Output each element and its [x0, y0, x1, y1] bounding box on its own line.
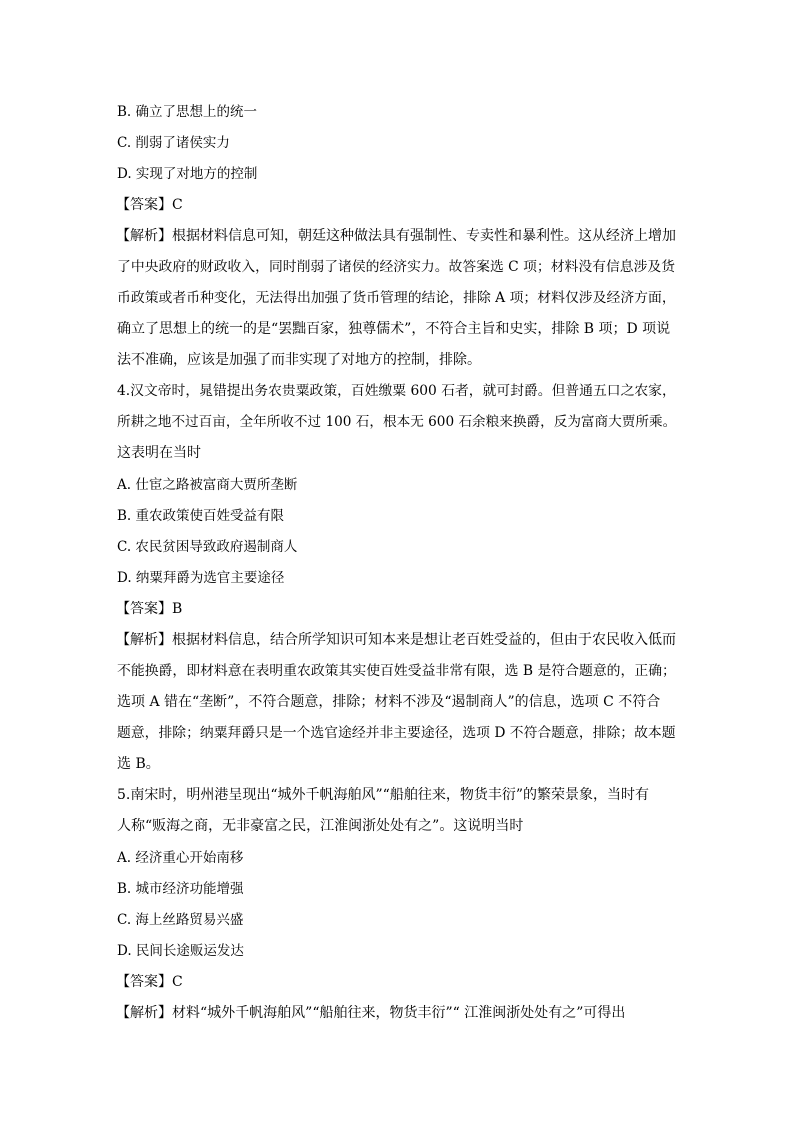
q3-analysis-line: 法不准确，应该是加强了而非实现了对地方的控制，排除。 — [117, 352, 481, 368]
q5-answer: 【答案】C — [116, 974, 183, 990]
q3-option-c: C. 削弱了诸侯实力 — [117, 135, 230, 151]
q5-option-c: C. 海上丝路贸易兴盛 — [117, 912, 244, 928]
q3-option-d: D. 实现了对地方的控制 — [117, 166, 258, 182]
q5-stem-line: 5.南宋时，明州港呈现出“城外千帆海舶风”“船舶往来，物货丰衍”的繁荣景象，当时有 — [117, 787, 649, 803]
q4-analysis-line: 题意，排除；纳粟拜爵只是一个选官途经并非主要途径，选项 D 不符合题意，排除；故本题 — [117, 725, 676, 741]
q3-analysis-line: 币政策或者币种变化，无法得出加强了货币管理的结论，排除 A 项；材料仅涉及经济方面， — [117, 290, 676, 306]
q5-option-b: B. 城市经济功能增强 — [117, 881, 244, 897]
q4-stem-line: 所耕之地不过百亩，全年所收不过 100 石，根本无 600 石余粮来换爵，反为富商大贾所乘。 — [117, 414, 677, 430]
q4-option-c: C. 农民贫困导致政府遏制商人 — [117, 539, 298, 555]
q5-stem-line: 人称“贩海之商，无非豪富之民，江淮闽浙处处有之”。这说明当时 — [117, 818, 524, 834]
q3-analysis-line: 【解析】根据材料信息可知，朝廷这种做法具有强制性、专卖性和暴利性。这从经济上增加 — [116, 228, 676, 244]
q5-option-a: A. 经济重心开始南移 — [117, 850, 244, 866]
q5-option-d: D. 民间长途贩运发达 — [117, 943, 244, 959]
q4-option-d: D. 纳粟拜爵为选官主要途径 — [117, 570, 285, 586]
q4-analysis-line: 选 B。 — [117, 756, 160, 772]
q4-option-b: B. 重农政策使百姓受益有限 — [117, 508, 285, 524]
q4-answer: 【答案】B — [116, 601, 183, 617]
q3-option-b: B. 确立了思想上的统一 — [117, 104, 258, 120]
q3-answer: 【答案】C — [116, 197, 183, 213]
q4-analysis-line: 【解析】根据材料信息，结合所学知识可知本来是想让老百姓受益的，但由于农民收入低而 — [116, 632, 676, 648]
q4-option-a: A. 仕宦之路被富商大贾所垄断 — [117, 477, 298, 493]
q4-analysis-line: 不能换爵，即材料意在表明重农政策其实使百姓受益非常有限，选 B 是符合题意的，正确； — [117, 663, 676, 679]
q3-analysis-line: 了中央政府的财政收入，同时削弱了诸侯的经济实力。故答案选 C 项；材料没有信息涉及货 — [117, 259, 676, 275]
q4-stem-line: 这表明在当时 — [117, 445, 201, 461]
q4-analysis-line: 选项 A 错在“垄断”，不符合题意，排除；材料不涉及“遏制商人”的信息，选项 C 不符合 — [117, 694, 661, 710]
q4-stem-line: 4.汉文帝时，晁错提出务农贵粟政策，百姓缴粟 600 石者，就可封爵。但普通五口之农家， — [117, 383, 676, 399]
q5-analysis-line: 【解析】材料“城外千帆海舶风”“船舶往来，物货丰衍”“ 江淮闽浙处处有之”可得出 — [116, 1005, 626, 1021]
q3-analysis-line: 确立了思想上的统一的是“罢黜百家，独尊儒术”，不符合主旨和史实，排除 B 项；D 项说 — [117, 321, 671, 337]
